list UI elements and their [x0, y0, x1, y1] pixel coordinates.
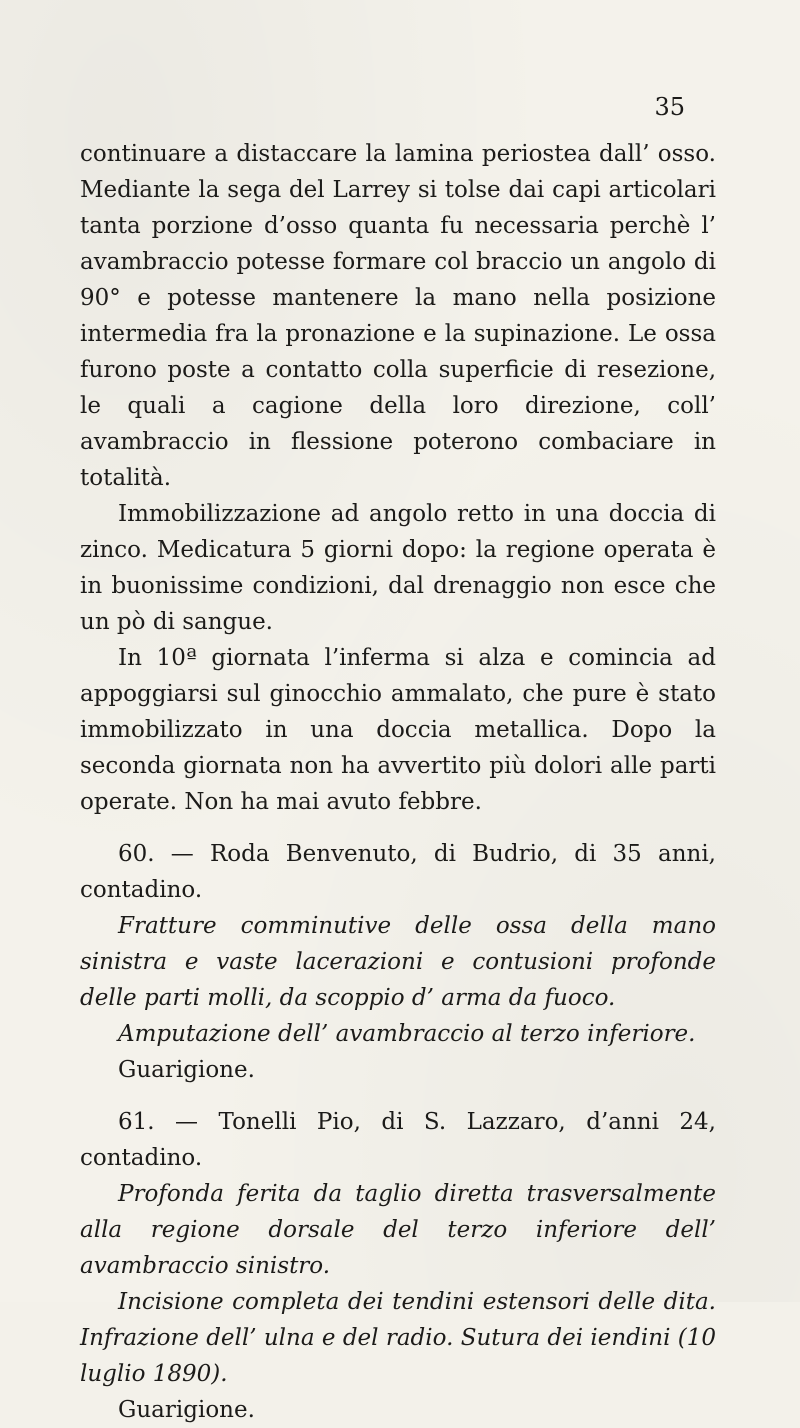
paragraph-continuation: continuare a distaccare la lamina periostea dall’ osso. Mediante la sega del Larrey si tolse dai capi articolari tanta porzione d’osso quanta fu necessaria perchè l’ avambraccio potesse formare col braccio un angolo di 90° e potesse mantenere la mano nella posizione intermedia fra la pronazione e la supinazione. Le ossa furono poste a contatto colla superficie di resezione, le quali a cagione della loro direzione, coll’ avambraccio in flessione poterono combaciare in totalità.	[80, 141, 716, 491]
case-60-diagnosis: Fratture comminutive delle ossa della mano sinistra e vaste lacerazioni e contusioni profonde delle parti molli, da scoppio d’ arma da fuoco.	[80, 913, 716, 1011]
page-number: 35	[654, 93, 685, 121]
case-61-diagnosis: Profonda ferita da taglio diretta trasversalmente alla regione dorsale del terzo inferiore dell’ avambraccio sinistro.	[80, 1181, 716, 1279]
body-text	[80, 136, 716, 1428]
case-61-outcome: Guarigione.	[118, 1397, 255, 1423]
paragraph-immobilization: Immobilizzazione ad angolo retto in una doccia di zinco. Medicatura 5 giorni dopo: la regione operata è in buonissime condizioni, dal drenaggio non esce che un pò di sangue.	[80, 501, 716, 635]
section-gap	[80, 820, 716, 836]
case-60-outcome: Guarigione.	[118, 1057, 255, 1083]
case-61-heading: 61. — Tonelli Pio, di S. Lazzaro, d’anni 24, contadino.	[80, 1109, 716, 1171]
case-61-operation: Incisione completa dei tendini estensori delle dita. Infrazione dell’ ulna e del radio. Sutura dei iendini (10 luglio 1890).	[80, 1289, 716, 1387]
paragraph-recovery: In 10ª giornata l’inferma si alza e comincia ad appoggiarsi sul ginocchio ammalato, che pure è stato immobilizzato in una doccia metallica. Dopo la seconda giornata non ha avvertito più dolori alle parti operate. Non ha mai avuto febbre.	[80, 645, 716, 815]
case-60-heading: 60. — Roda Benvenuto, di Budrio, di 35 anni, contadino.	[80, 841, 716, 903]
section-gap	[80, 1088, 716, 1104]
case-60-operation: Amputazione dell’ avambraccio al terzo inferiore.	[118, 1021, 696, 1047]
